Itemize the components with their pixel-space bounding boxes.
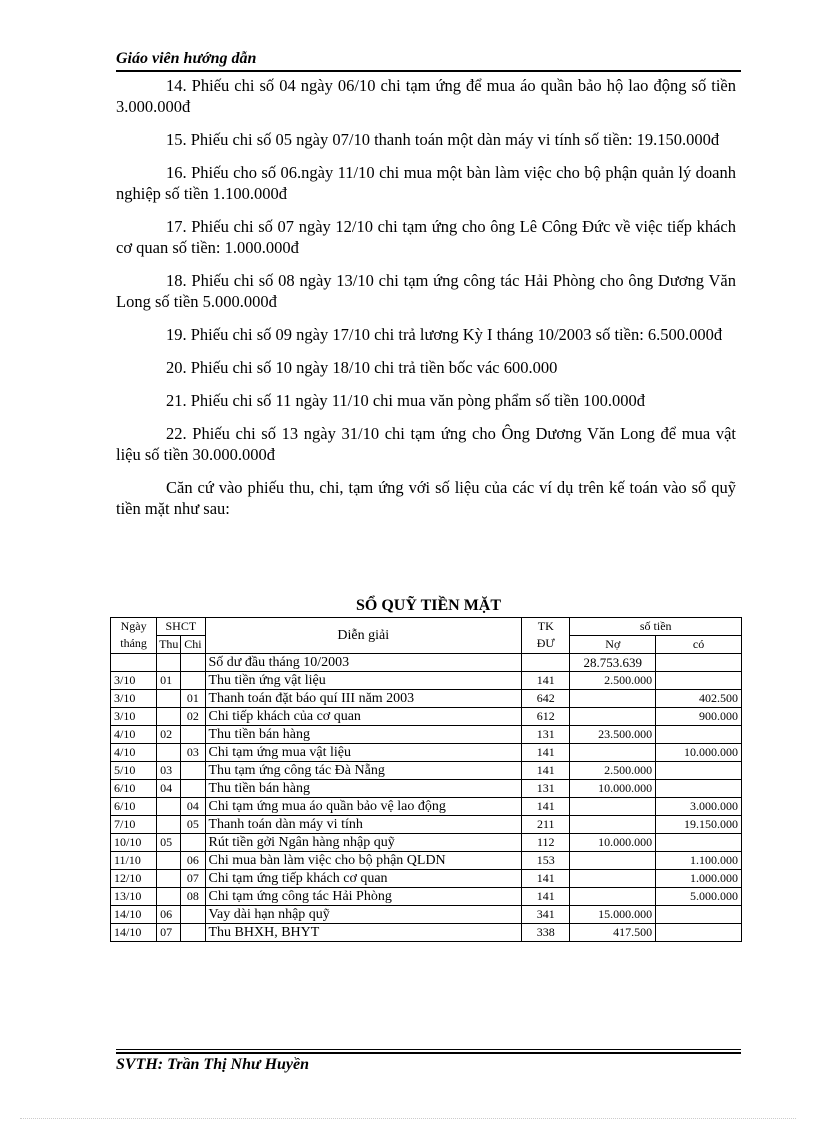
cell-chi	[181, 780, 205, 798]
cell-credit: 402.500	[656, 690, 742, 708]
cash-ledger-table	[110, 617, 742, 942]
cell-description: Thu BHXH, BHYT	[205, 924, 522, 942]
table-row	[111, 888, 742, 906]
cell-chi	[181, 672, 205, 690]
paragraph: 22. Phiếu chi số 13 ngày 31/10 chi tạm ứng cho Ông Dương Văn Long để mua vật liệu số tiền 30.000.000đ	[116, 424, 736, 464]
cell-thu	[157, 888, 181, 906]
cell-chi: 05	[181, 816, 205, 834]
cell-credit	[656, 834, 742, 852]
cell-chi: 07	[181, 870, 205, 888]
cell-description: Thu tiền ứng vật liệu	[205, 672, 522, 690]
header-credit: có	[656, 636, 742, 654]
cell-chi	[181, 762, 205, 780]
cell-account: 211	[522, 816, 570, 834]
cell-debit: 10.000.000	[570, 834, 656, 852]
cell-credit	[656, 924, 742, 942]
footer-divider	[116, 1049, 741, 1050]
cell-description: Chi tạm ứng tiếp khách cơ quan	[205, 870, 522, 888]
cell-account: 338	[522, 924, 570, 942]
cell-debit	[570, 708, 656, 726]
ledger-body	[111, 672, 742, 942]
cell-description: Thanh toán đặt báo quí III năm 2003	[205, 690, 522, 708]
cell-date: 3/10	[111, 672, 157, 690]
cell-description: Thu tiền bán hàng	[205, 780, 522, 798]
paragraph: Căn cứ vào phiếu thu, chi, tạm ứng với số liệu của các ví dụ trên kế toán vào sổ quỹ tiền mặt như sau:	[116, 478, 736, 518]
cell-thu	[157, 852, 181, 870]
header-divider	[116, 70, 741, 72]
cell-date: 6/10	[111, 798, 157, 816]
cell-chi: 02	[181, 708, 205, 726]
opening-balance-label: Số dư đầu tháng 10/2003	[205, 654, 522, 672]
cell-credit: 900.000	[656, 708, 742, 726]
cell-account: 141	[522, 744, 570, 762]
cell-date: 10/10	[111, 834, 157, 852]
cell-debit	[570, 888, 656, 906]
cell-credit: 5.000.000	[656, 888, 742, 906]
paragraph: 20. Phiếu chi số 10 ngày 18/10 chi trả tiền bốc vác 600.000	[166, 358, 558, 377]
cell-chi: 08	[181, 888, 205, 906]
table-row	[111, 798, 742, 816]
cell-account: 141	[522, 798, 570, 816]
cell-date: 12/10	[111, 870, 157, 888]
cell-chi: 04	[181, 798, 205, 816]
cell-thu	[157, 744, 181, 762]
table-row	[111, 870, 742, 888]
cell-date: 4/10	[111, 744, 157, 762]
cell-thu	[157, 816, 181, 834]
cell-credit: 1.000.000	[656, 870, 742, 888]
opening-balance-value: 28.753.639	[570, 654, 656, 672]
cell-credit	[656, 726, 742, 744]
cell-chi: 03	[181, 744, 205, 762]
cell-description: Chi tạm ứng mua áo quần bảo vệ lao động	[205, 798, 522, 816]
cell-credit: 1.100.000	[656, 852, 742, 870]
cell-credit	[656, 906, 742, 924]
table-title: SỔ QUỸ TIỀN MẶT	[355, 597, 502, 614]
table-row	[111, 708, 742, 726]
cell-debit: 10.000.000	[570, 780, 656, 798]
cell-debit	[570, 870, 656, 888]
cell-debit: 23.500.000	[570, 726, 656, 744]
cell-debit	[570, 744, 656, 762]
cell-thu	[157, 870, 181, 888]
header-chi: Chi	[181, 636, 205, 654]
header-account: TK ĐƯ	[522, 618, 570, 654]
cell-thu	[157, 708, 181, 726]
header-date: Ngày tháng	[111, 618, 157, 654]
table-row	[111, 690, 742, 708]
cell-thu: 03	[157, 762, 181, 780]
cell-credit: 19.150.000	[656, 816, 742, 834]
cell-debit: 417.500	[570, 924, 656, 942]
page-header-title: Giáo viên hướng dẫn	[116, 50, 257, 67]
cell-description: Chi tạm ứng công tác Hải Phòng	[205, 888, 522, 906]
cell-date: 11/10	[111, 852, 157, 870]
cell-chi	[181, 924, 205, 942]
cell-thu: 06	[157, 906, 181, 924]
header-description: Diễn giải	[205, 618, 522, 654]
header-amount: số tiền	[570, 618, 742, 636]
cell-credit	[656, 762, 742, 780]
cell-description: Thu tiền bán hàng	[205, 726, 522, 744]
cell-debit	[570, 816, 656, 834]
header-shct: SHCT	[157, 618, 205, 636]
cell-date: 14/10	[111, 906, 157, 924]
cell-account: 642	[522, 690, 570, 708]
cell-debit	[570, 690, 656, 708]
cell-description: Chi mua bàn làm việc cho bộ phận QLDN	[205, 852, 522, 870]
cell-thu: 01	[157, 672, 181, 690]
cell-chi: 01	[181, 690, 205, 708]
cell-debit: 2.500.000	[570, 762, 656, 780]
cell-account: 141	[522, 672, 570, 690]
cell-description: Chi tiếp khách của cơ quan	[205, 708, 522, 726]
table-row	[111, 852, 742, 870]
cell-debit: 15.000.000	[570, 906, 656, 924]
cell-description: Thanh toán dàn máy vi tính	[205, 816, 522, 834]
header-row	[111, 618, 742, 636]
cell-description: Chi tạm ứng mua vật liệu	[205, 744, 522, 762]
paragraph: 18. Phiếu chi số 08 ngày 13/10 chi tạm ứng công tác Hải Phòng cho ông Dương Văn Long số tiền 5.000.000đ	[116, 271, 736, 311]
cell-account: 112	[522, 834, 570, 852]
cell-thu	[157, 798, 181, 816]
cell-date: 7/10	[111, 816, 157, 834]
footer-divider	[116, 1052, 741, 1054]
cell-account: 131	[522, 780, 570, 798]
table-row	[111, 906, 742, 924]
cell-chi	[181, 834, 205, 852]
cell-description: Rút tiền gởi Ngân hàng nhập quỹ	[205, 834, 522, 852]
paragraph: 15. Phiếu chi số 05 ngày 07/10 thanh toán một dàn máy vi tính số tiền: 19.150.000đ	[166, 130, 720, 149]
table-row	[111, 780, 742, 798]
cell-date: 4/10	[111, 726, 157, 744]
header-thu: Thu	[157, 636, 181, 654]
cell-description: Thu tạm ứng công tác Đà Nẵng	[205, 762, 522, 780]
header-debit: Nợ	[570, 636, 656, 654]
cell-credit: 3.000.000	[656, 798, 742, 816]
table-row	[111, 924, 742, 942]
cell-date: 6/10	[111, 780, 157, 798]
cell-debit	[570, 798, 656, 816]
cell-account: 141	[522, 762, 570, 780]
cell-thu: 05	[157, 834, 181, 852]
cell-thu	[157, 690, 181, 708]
cell-credit	[656, 672, 742, 690]
cell-thu: 04	[157, 780, 181, 798]
paragraph: 14. Phiếu chi số 04 ngày 06/10 chi tạm ứng để mua áo quần bảo hộ lao động số tiền 3.000.000đ	[116, 76, 736, 116]
paragraph: 17. Phiếu chi số 07 ngày 12/10 chi tạm ứng cho ông Lê Công Đức về việc tiếp khách cơ quan số tiền: 1.000.000đ	[116, 217, 736, 257]
cell-description: Vay dài hạn nhập quỹ	[205, 906, 522, 924]
cell-account: 141	[522, 888, 570, 906]
table-row	[111, 744, 742, 762]
cell-credit: 10.000.000	[656, 744, 742, 762]
cell-date: 5/10	[111, 762, 157, 780]
table-row	[111, 816, 742, 834]
cell-account: 141	[522, 870, 570, 888]
cell-credit	[656, 780, 742, 798]
paragraph: 16. Phiếu cho số 06.ngày 11/10 chi mua một bàn làm việc cho bộ phận quản lý doanh nghiệp số tiền 1.100.000đ	[116, 163, 736, 203]
page-edge	[20, 1118, 796, 1119]
cell-thu: 07	[157, 924, 181, 942]
cell-account: 341	[522, 906, 570, 924]
cell-debit: 2.500.000	[570, 672, 656, 690]
cell-debit	[570, 852, 656, 870]
cell-chi: 06	[181, 852, 205, 870]
table-row	[111, 834, 742, 852]
cell-chi	[181, 906, 205, 924]
cell-account: 153	[522, 852, 570, 870]
cell-date: 3/10	[111, 690, 157, 708]
cell-date: 13/10	[111, 888, 157, 906]
opening-balance-row	[111, 654, 742, 672]
footer-author: SVTH: Trần Thị Như Huyền	[116, 1056, 310, 1073]
cell-chi	[181, 726, 205, 744]
table-row	[111, 726, 742, 744]
cell-account: 131	[522, 726, 570, 744]
paragraph: 21. Phiếu chi số 11 ngày 11/10 chi mua văn pòng phẩm số tiền 100.000đ	[166, 391, 646, 410]
paragraph: 19. Phiếu chi số 09 ngày 17/10 chi trả lương Kỳ I tháng 10/2003 số tiền: 6.500.000đ	[166, 325, 723, 344]
cell-account: 612	[522, 708, 570, 726]
cell-date: 14/10	[111, 924, 157, 942]
cell-thu: 02	[157, 726, 181, 744]
cell-date: 3/10	[111, 708, 157, 726]
table-row	[111, 762, 742, 780]
table-row	[111, 672, 742, 690]
body-text	[116, 75, 736, 531]
